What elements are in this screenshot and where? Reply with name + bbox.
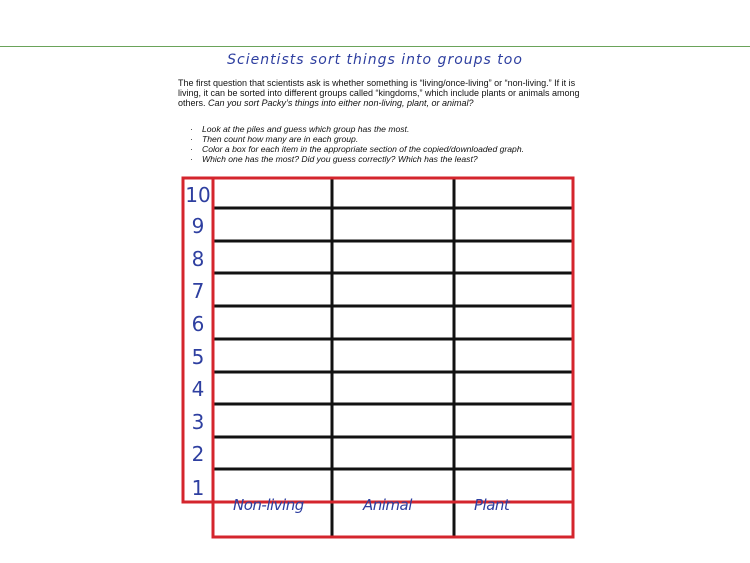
grid-rows <box>213 208 572 469</box>
row-number: 3 <box>191 410 205 434</box>
row-number: 2 <box>191 442 205 466</box>
row-number: 9 <box>191 214 205 238</box>
instruction-item: · Which one has the most? Did you guess correctly? Which has the least? <box>190 154 524 164</box>
category-label-plant: Plant <box>474 496 510 514</box>
category-label-nonliving: Non-living <box>233 496 304 514</box>
row-number: 8 <box>191 247 205 271</box>
row-number: 5 <box>191 345 205 369</box>
row-number: 10 <box>185 183 211 207</box>
row-number: 7 <box>191 279 205 303</box>
row-number: 4 <box>191 377 205 401</box>
page-title: Scientists sort things into groups too <box>227 52 523 68</box>
instruction-item: · Color a box for each item in the appropriate section of the copied/downloaded graph. <box>190 144 524 154</box>
intro-question: Can you sort Packy’s things into either non-living, plant, or animal? <box>208 98 474 108</box>
category-label-animal: Animal <box>363 496 412 514</box>
row-number: 1 <box>191 476 205 500</box>
intro-text: The first question that scientists ask is whether something is “living/once-living” or “non-living.” If it is living, it can be sorted into different groups called “kingdoms,” which include plants or animals among others. <box>178 78 580 108</box>
row-number: 6 <box>191 312 205 336</box>
instruction-item: · Then count how many are in each group. <box>190 134 524 144</box>
instruction-item: · Look at the piles and guess which group has the most. <box>190 124 524 134</box>
graph-frame <box>183 178 573 537</box>
grid-columns <box>332 179 454 537</box>
